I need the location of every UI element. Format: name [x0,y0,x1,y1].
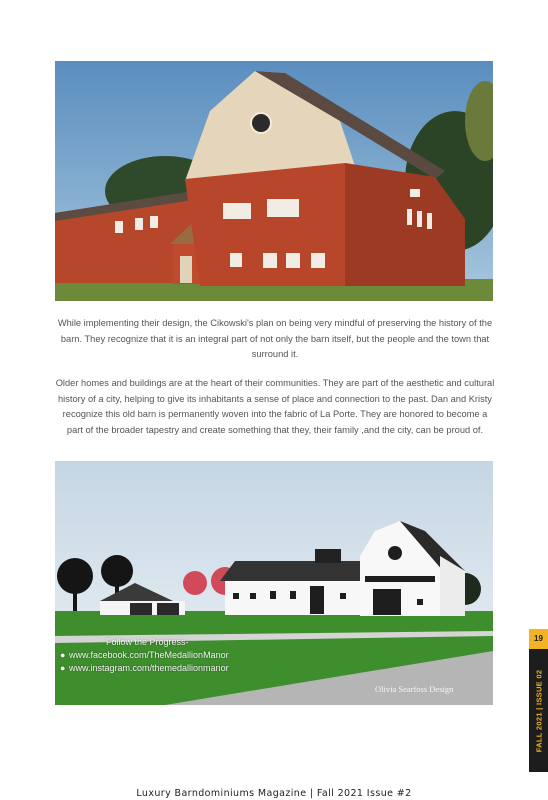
instagram-link[interactable]: www.instagram.com/themedallionmanor [69,663,229,673]
magazine-footer: Luxury Barndominiums Magazine | Fall 2021 Issue #2 [136,788,412,799]
bullet-icon: ● [60,650,66,660]
paragraph-community: Older homes and buildings are at the heart of their communities. They are part of the aesthetic and cultural history of a city, helping to give its inhabitants a sense of place and connection to the past. Dan and Kristy recognize this old barn is permanently woven into the fabric of La Porte. They are honored to become a part of the broader tapestry and create something that they, their family ,and the city, can be proud of. [55,378,495,435]
instagram-link-row [60,662,229,675]
follow-title: Follow the Progress- [106,637,189,647]
bullet-icon: ● [60,663,66,673]
page-number: 19 [529,629,548,649]
issue-label: FALL 2021 | ISSUE 02 [534,669,544,753]
facebook-link-row [60,649,229,662]
barn-photo [55,61,493,301]
issue-side-tab [529,629,548,772]
facebook-link[interactable]: www.facebook.com/TheMedallionManor [69,650,229,660]
design-credit: Olivia Searfoss Design [375,684,454,694]
follow-progress-block [60,636,229,675]
paragraph-preservation: While implementing their design, the Cikowski's plan on being very mindful of preserving the history of the barn. They recognize that it is an integral part of not only the barn itself, but the people and the town that surround it. [57,318,493,359]
